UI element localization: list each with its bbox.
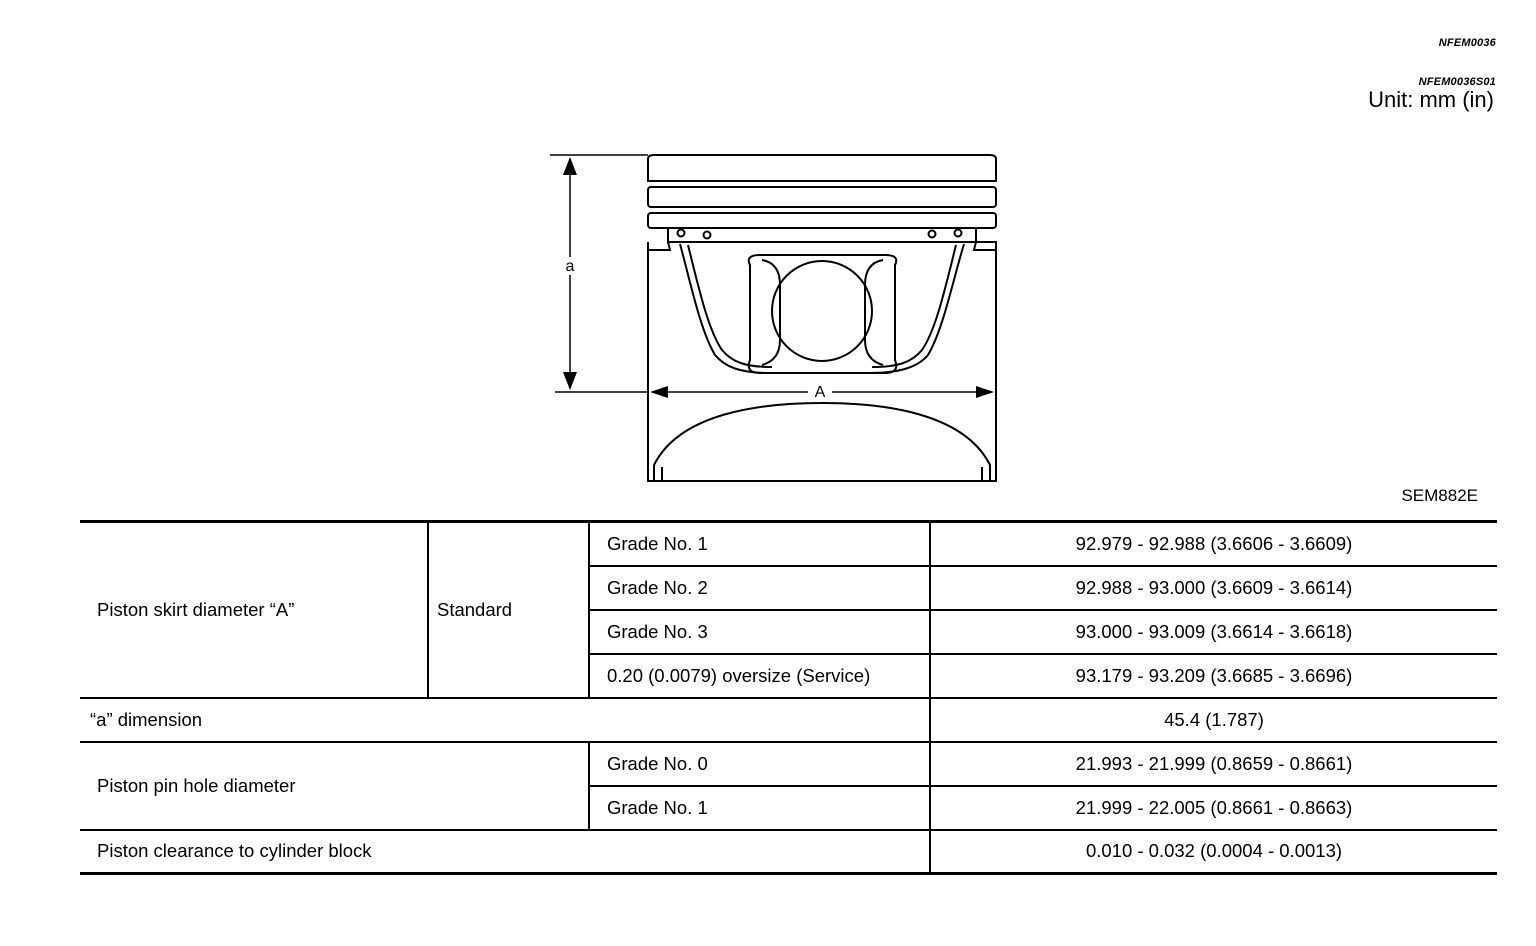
oil-hole [704, 232, 711, 239]
piston-body-edge [648, 242, 670, 250]
grade-cell: Grade No. 1 [589, 786, 930, 830]
pin-boss [749, 255, 897, 373]
dimension-a-label: a [565, 258, 575, 275]
value-cell: 21.999 - 22.005 (0.8661 - 0.8663) [930, 786, 1497, 830]
pin-hole-diameter-label: Piston pin hole diameter [80, 742, 589, 830]
ring-land [648, 213, 996, 228]
unit-label: Unit: mm (in) [1368, 87, 1494, 112]
skirt-category: Standard [428, 522, 589, 698]
value-cell: 92.988 - 93.000 (3.6609 - 3.6614) [930, 566, 1497, 610]
value-cell: 93.179 - 93.209 (3.6685 - 3.6696) [930, 654, 1497, 698]
piston-spec-table [80, 520, 1497, 875]
grade-cell: Grade No. 2 [589, 566, 930, 610]
piston-diagram [540, 145, 1010, 490]
oil-hole [929, 231, 936, 238]
dimension-A-label: A [814, 384, 826, 401]
reference-code: NFEM0036 [1438, 37, 1496, 49]
value-cell: 0.010 - 0.032 (0.0004 - 0.0013) [930, 830, 1497, 874]
pin-boss-inner [872, 245, 956, 367]
value-cell: 21.993 - 21.999 (0.8659 - 0.8661) [930, 742, 1497, 786]
table-row [80, 698, 1497, 742]
clearance-label: Piston clearance to cylinder block [80, 830, 930, 874]
pin-boss-bracket [762, 260, 780, 365]
ring-land [648, 187, 996, 207]
table-row [80, 830, 1497, 874]
grade-cell: Grade No. 3 [589, 610, 930, 654]
pin-boss-bracket [865, 260, 883, 365]
pin-boss-cutout [680, 244, 964, 373]
grade-cell: Grade No. 1 [589, 522, 930, 566]
value-cell: 92.979 - 92.988 (3.6606 - 3.6609) [930, 522, 1497, 566]
a-dimension-label: “a” dimension [80, 698, 930, 742]
sub-reference-code: NFEM0036S01 [1418, 76, 1496, 88]
table-row [80, 742, 1497, 786]
skirt-arch [654, 403, 990, 481]
skirt-diameter-label: Piston skirt diameter “A” [80, 522, 428, 698]
pin-boss-inner [688, 245, 772, 367]
grade-cell: Grade No. 0 [589, 742, 930, 786]
piston-pin-hole [772, 261, 872, 361]
oil-hole [678, 230, 685, 237]
figure-id: SEM882E [1401, 486, 1478, 505]
oil-hole [955, 230, 962, 237]
value-cell: 45.4 (1.787) [930, 698, 1497, 742]
table-row [80, 522, 1497, 566]
value-cell: 93.000 - 93.009 (3.6614 - 3.6618) [930, 610, 1497, 654]
grade-cell: 0.20 (0.0079) oversize (Service) [589, 654, 930, 698]
piston-crown [648, 155, 996, 181]
